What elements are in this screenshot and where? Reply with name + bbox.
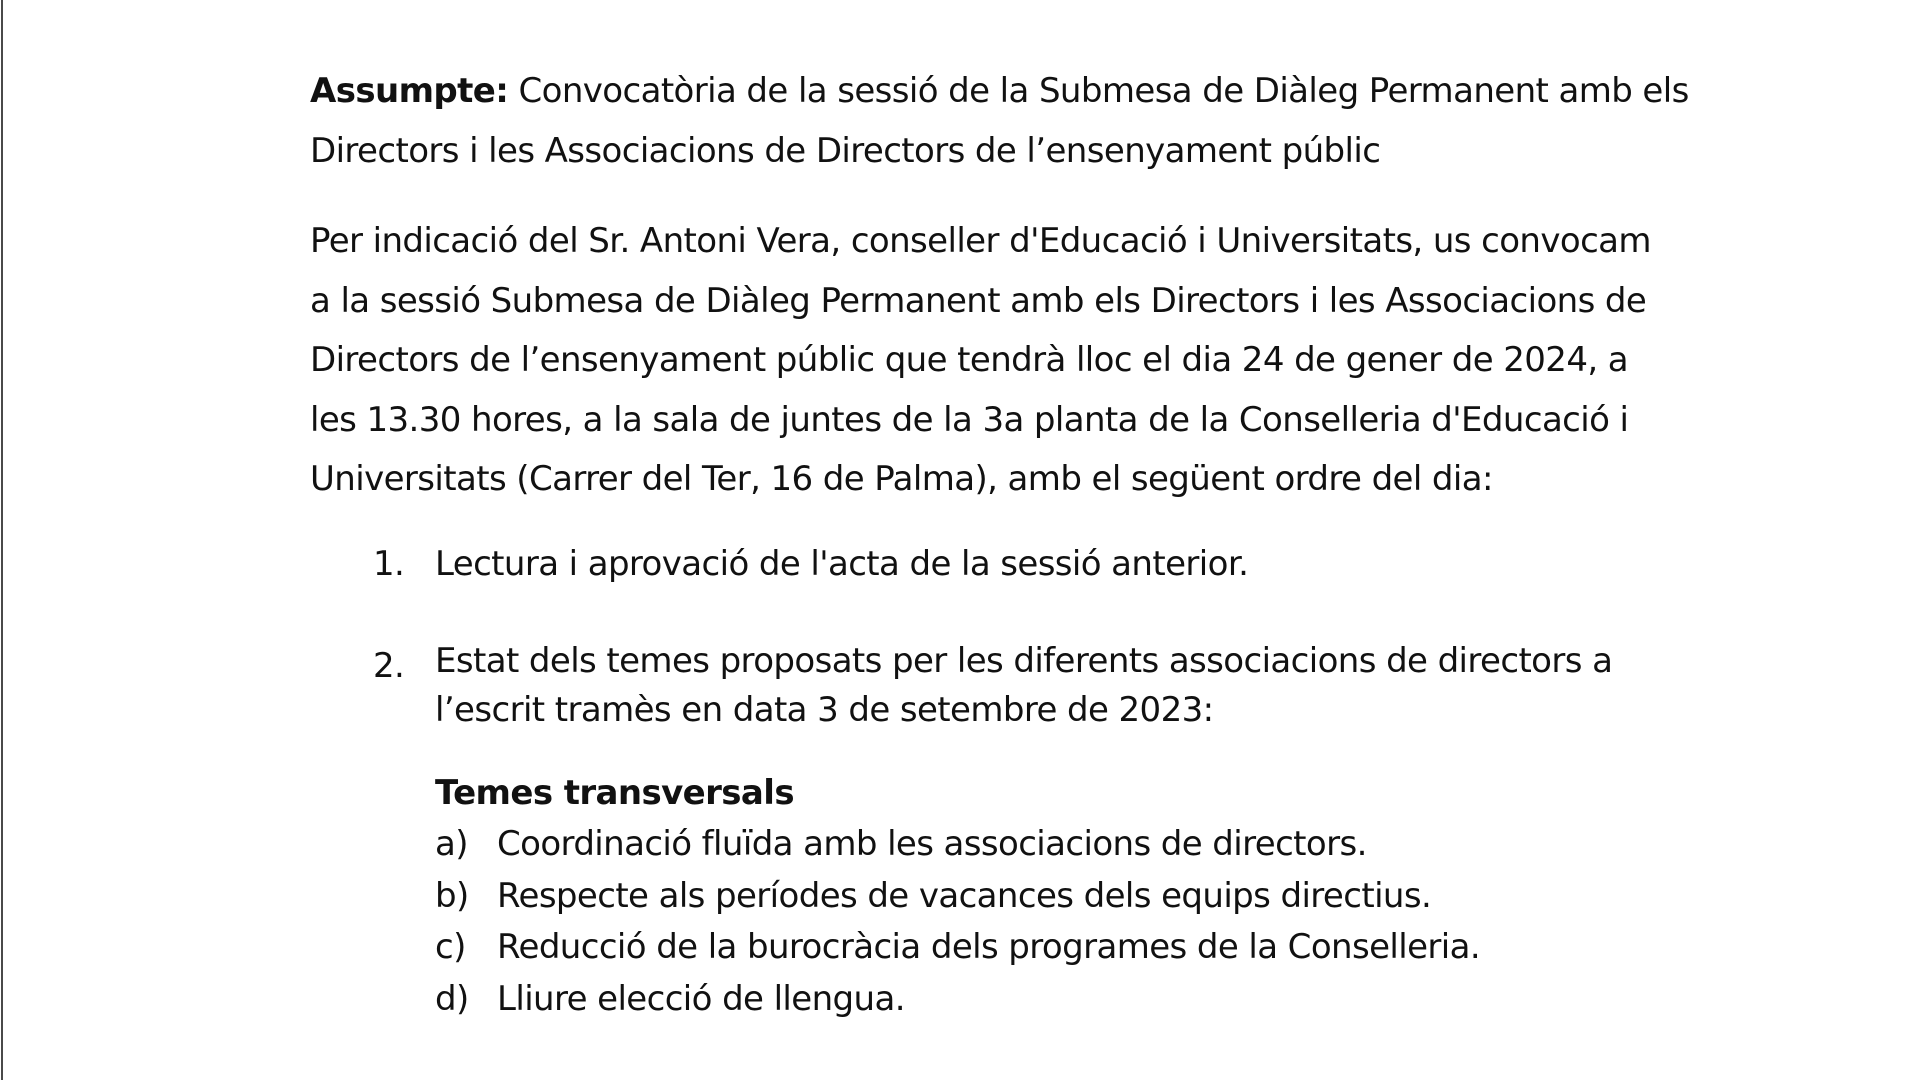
- body-paragraph: [310, 212, 1810, 510]
- topic-letter: c): [435, 927, 466, 967]
- topic-letter: a): [435, 824, 468, 864]
- agenda-list: [310, 535, 1810, 736]
- agenda-item-text: Lectura i aprovació de l'acta de la sessió anterior.: [435, 543, 1249, 584]
- body-line-4: les 13.30 hores, a la sala de juntes de la 3a planta de la Conselleria d'Educació i: [310, 399, 1629, 440]
- topic-item: [435, 871, 1810, 923]
- topic-item: [435, 922, 1810, 974]
- agenda-item: [310, 535, 1810, 595]
- subject-line-1: [310, 62, 1810, 122]
- topic-letter: b): [435, 875, 469, 916]
- body-line-1: Per indicació del Sr. Antoni Vera, conseller d'Educació i Universitats, us convocam: [310, 221, 1651, 261]
- topic-item: [435, 974, 1810, 1026]
- agenda-item-number: 1.: [373, 543, 405, 584]
- body-line-5: Universitats (Carrer del Ter, 16 de Palma), amb el següent ordre del dia:: [310, 459, 1493, 499]
- topic-text: Reducció de la burocràcia dels programes de la Conselleria.: [497, 927, 1481, 967]
- body-line-2: a la sessió Submesa de Diàleg Permanent amb els Directors i les Associacions de: [310, 280, 1647, 321]
- agenda-item-text-line-1: Estat dels temes proposats per les diferents associacions de directors a: [435, 641, 1613, 681]
- agenda-item: [310, 637, 1810, 735]
- topic-text: Respecte als períodes de vacances dels equips directius.: [497, 875, 1432, 916]
- page-left-border: [1, 0, 3, 1080]
- topic-text: Lliure elecció de llengua.: [497, 978, 905, 1019]
- topics-heading: Temes transversals: [435, 773, 794, 813]
- topic-letter: d): [435, 978, 469, 1019]
- topic-text: Coordinació fluïda amb les associacions de directors.: [497, 824, 1367, 864]
- agenda-item-text-line-2: l’escrit tramès en data 3 de setembre de 2023:: [435, 690, 1214, 730]
- topics-section: [435, 767, 1810, 1025]
- body-line-3: Directors de l’ensenyament públic que tendrà lloc el dia 24 de gener de 2024, a: [310, 340, 1629, 380]
- subject-paragraph: [310, 62, 1810, 181]
- subject-text-1: Convocatòria de la sessió de la Submesa de Diàleg Permanent amb els: [508, 71, 1689, 111]
- subject-label: Assumpte:: [310, 71, 509, 111]
- topic-item: [435, 819, 1810, 871]
- document-body: [310, 62, 1810, 1025]
- agenda-item-number: 2.: [373, 646, 405, 686]
- subject-line-2: Directors i les Associacions de Directors de l’ensenyament públic: [310, 130, 1381, 171]
